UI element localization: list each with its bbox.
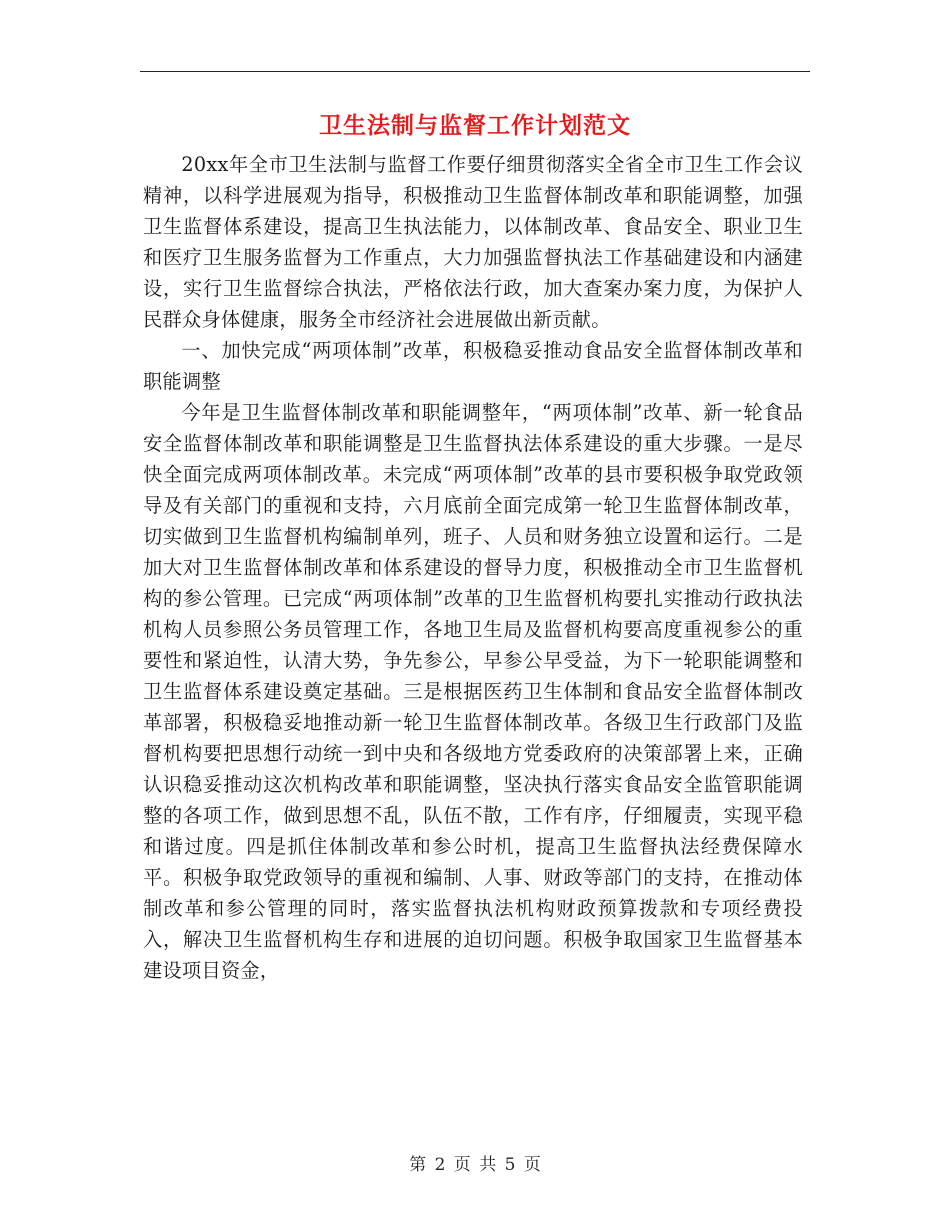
header-rule (140, 71, 810, 72)
document-body (143, 149, 803, 986)
paragraph-section-1: 今年是卫生监督体制改革和职能调整年，“两项体制”改革、新一轮食品安全监督体制改革和职能调整是卫生监督执法体系建设的重大步骤。一是尽快全面完成两项体制改革。未完成“两项体制”改革的县市要积极争取党政领导及有关部门的重视和支持，六月底前全面完成第一轮卫生监督体制改革，切实做到卫生监督机构编制单列，班子、人员和财务独立设置和运行。二是加大对卫生监督体制改革和体系建设的督导力度，积极推动全市卫生监督机构的参公管理。已完成“两项体制”改革的卫生监督机构要扎实推动行政执法机构人员参照公务员管理工作，各地卫生局及监督机构要高度重视参公的重要性和紧迫性，认清大势，争先参公，早参公早受益，为下一轮职能调整和卫生监督体系建设奠定基础。三是根据医药卫生体制和食品安全监督体制改革部署，积极稳妥地推动新一轮卫生监督体制改革。各级卫生行政部门及监督机构要把思想行动统一到中央和各级地方党委政府的决策部署上来，正确认识稳妥推动这次机构改革和职能调整，坚决执行落实食品安全监管职能调整的各项工作，做到思想不乱，队伍不散，工作有序，仔细履责，实现平稳和谐过度。四是抓住体制改革和参公时机，提高卫生监督执法经费保障水平。积极争取党政领导的重视和编制、人事、财政等部门的支持，在推动体制改革和参公管理的同时，落实监督执法机构财政预算拨款和专项经费投入，解决卫生监督机构生存和进展的迫切问题。积极争取国家卫生监督基本建设项目资金， (143, 401, 803, 982)
paragraph-intro: 20xx年全市卫生法制与监督工作要仔细贯彻落实全省全市卫生工作会议精神，以科学进展观为指导，积极推动卫生监督体制改革和职能调整，加强卫生监督体系建设，提高卫生执法能力，以体制改革、食品安全、职业卫生和医疗卫生服务监督为工作重点，大力加强监督执法工作基础建设和内涵建设，实行卫生监督综合执法，严格依法行政，加大查案办案力度，为保护人民群众身体健康，服务全市经济社会进展做出新贡献。 (143, 153, 803, 331)
section-heading-1: 一、加快完成“两项体制”改革，积极稳妥推动食品安全监督体制改革和职能调整 (143, 339, 803, 393)
document-title: 卫生法制与监督工作计划范文 (319, 112, 631, 139)
page-footer: 第 2 页 共 5 页 (409, 1155, 541, 1175)
